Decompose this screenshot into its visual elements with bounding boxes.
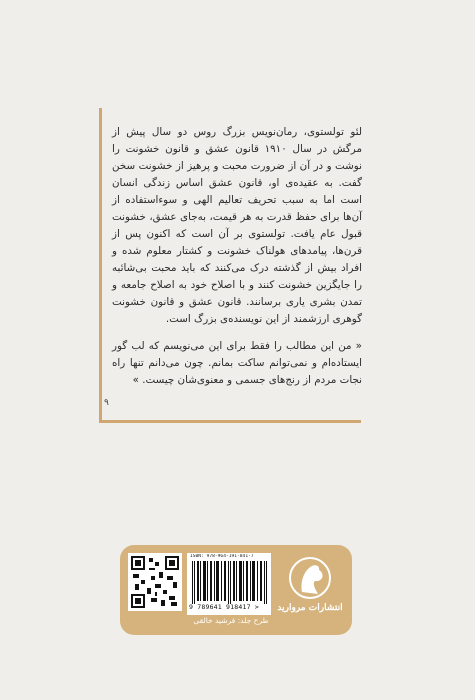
page-number: ۹ — [104, 398, 109, 408]
blurb-paragraph: لئو تولستوی، رمان‌نویس بزرگ روس دو سال پیش از مرگش در سال ۱۹۱۰ قانون عشق و قانون خشونت را نوشت و در آن از ضرورت محبت و پرهیز از خشونت سخن گفت. به عقیده‌ی او، قانون عشق اساس زندگی انسان است اما به سبب تحریف تعالیم الهی و سوءاستفاده از آن‌ها برای حفظ قدرت به هر قیمت، به‌جای عشق، خشونت قبول عام یافت. تولستوی بر آن است که اکنون پس از قرن‌ها، پیامدهای هولناک خشونت و کشتار معلوم شده و افراد بیش از گذشته درک می‌کنند که باید محبت بی‌شائبه را جایگزین خشونت کنند و با اصلاح خود به اصلاح جامعه و تمدن بشری یاری برسانند. قانون عشق و قانون خشونت گوهری ارزشمند از این نویسنده‌ی بزرگ است. — [112, 126, 362, 325]
barcode-icon — [190, 561, 270, 604]
publisher-name: انتشارات مروارید — [277, 603, 343, 613]
qr-code-icon — [131, 556, 179, 608]
blurb-quote: « من این مطالب را فقط برای این می‌نویسم که لب گور ایستاده‌ام و نمی‌توانم ساکت بمانم. چون می‌دانم تنها راه نجات مردم از رنج‌های جسمی و معنوی‌شان چیست. » — [112, 340, 362, 386]
frame-horizontal-rule — [99, 420, 361, 423]
blurb — [112, 124, 362, 389]
isbn-label: ISBN: 978-964-191-841-7 — [190, 554, 254, 559]
frame-vertical-rule — [99, 108, 102, 423]
designer-credit: طرح جلد: فرشید خالقی — [193, 616, 269, 625]
horse-head-icon — [278, 552, 342, 628]
barcode-digits: 9 789641 918417 > — [189, 603, 259, 611]
